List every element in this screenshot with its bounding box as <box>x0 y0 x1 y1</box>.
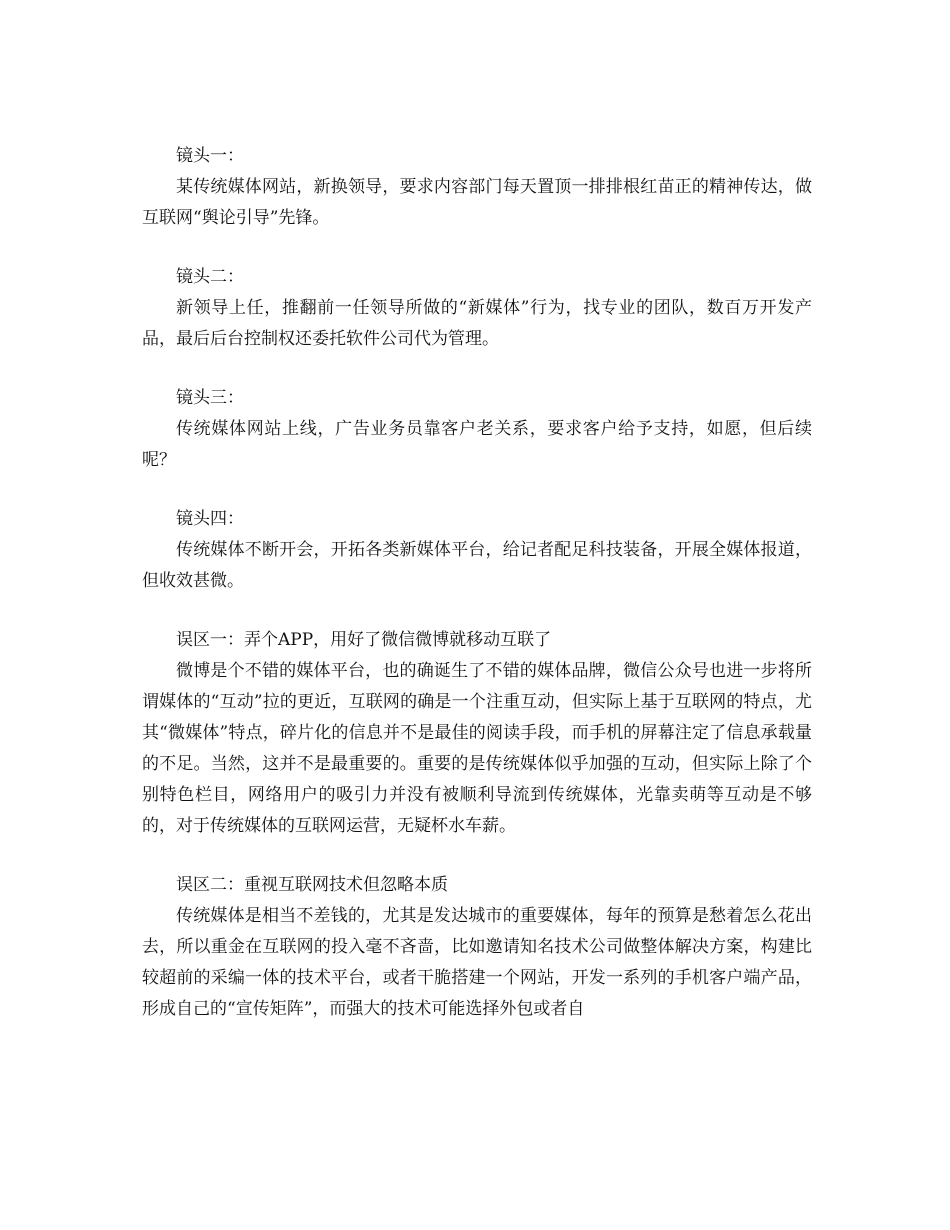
section-heading: 镜头二： <box>176 267 244 287</box>
section-paragraph: 传统媒体是相当不差钱的，尤其是发达城市的重要媒体，每年的预算是愁着怎么花出去，所以重金在互联网的投入毫不吝啬，比如邀请知名技术公司做整体解决方案，构建比较超前的采编一体的技术平台，或者干脆搭建一个网站，开发一系列的手机客户端产品，形成自己的“宣传矩阵”，而强大的技术可能选择外包或者自 <box>142 906 812 1019</box>
section-paragraph: 某传统媒体网站，新换领导，要求内容部门每天置顶一排排根红苗正的精神传达，做互联网“舆论引导”先锋。 <box>142 177 812 228</box>
section-heading: 误区二：重视互联网技术但忽略本质 <box>176 875 448 895</box>
section-shot-2 <box>142 262 812 355</box>
section-paragraph: 微博是个不错的媒体平台，也的确诞生了不错的媒体品牌，微信公众号也进一步将所谓媒体的“互动”拉的更近，互联网的确是一个注重互动，但实际上基于互联网的特点，尤其“微媒体”特点，碎片化的信息并不是最佳的阅读手段，而手机的屏幕注定了信息承载量的不足。当然，这并不是最重要的。重要的是传统媒体似乎加强的互动，但实际上除了个别特色栏目，网络用户的吸引力并没有被顺利导流到传统媒体，光靠卖萌等互动是不够的，对于传统媒体的互联网运营，无疑杯水车薪。 <box>142 661 812 836</box>
section-heading: 镜头三： <box>176 388 244 408</box>
section-shot-1 <box>142 141 812 234</box>
section-paragraph: 新领导上任，推翻前一任领导所做的“新媒体”行为，找专业的团队，数百万开发产品，最后后台控制权还委托软件公司代为管理。 <box>142 298 812 349</box>
section-heading: 镜头四： <box>176 509 244 529</box>
section-myth-2 <box>142 870 812 1025</box>
document-page <box>142 141 812 1053</box>
section-heading: 误区一：弄个APP，用好了微信微博就移动互联了 <box>176 630 552 650</box>
section-paragraph: 传统媒体网站上线，广告业务员靠客户老关系，要求客户给予支持，如愿，但后续呢？ <box>142 419 812 470</box>
section-shot-4 <box>142 504 812 597</box>
section-myth-1 <box>142 625 812 842</box>
section-paragraph: 传统媒体不断开会，开拓各类新媒体平台，给记者配足科技装备，开展全媒体报道，但收效甚微。 <box>142 540 812 591</box>
section-shot-3 <box>142 383 812 476</box>
section-heading: 镜头一： <box>176 146 244 166</box>
